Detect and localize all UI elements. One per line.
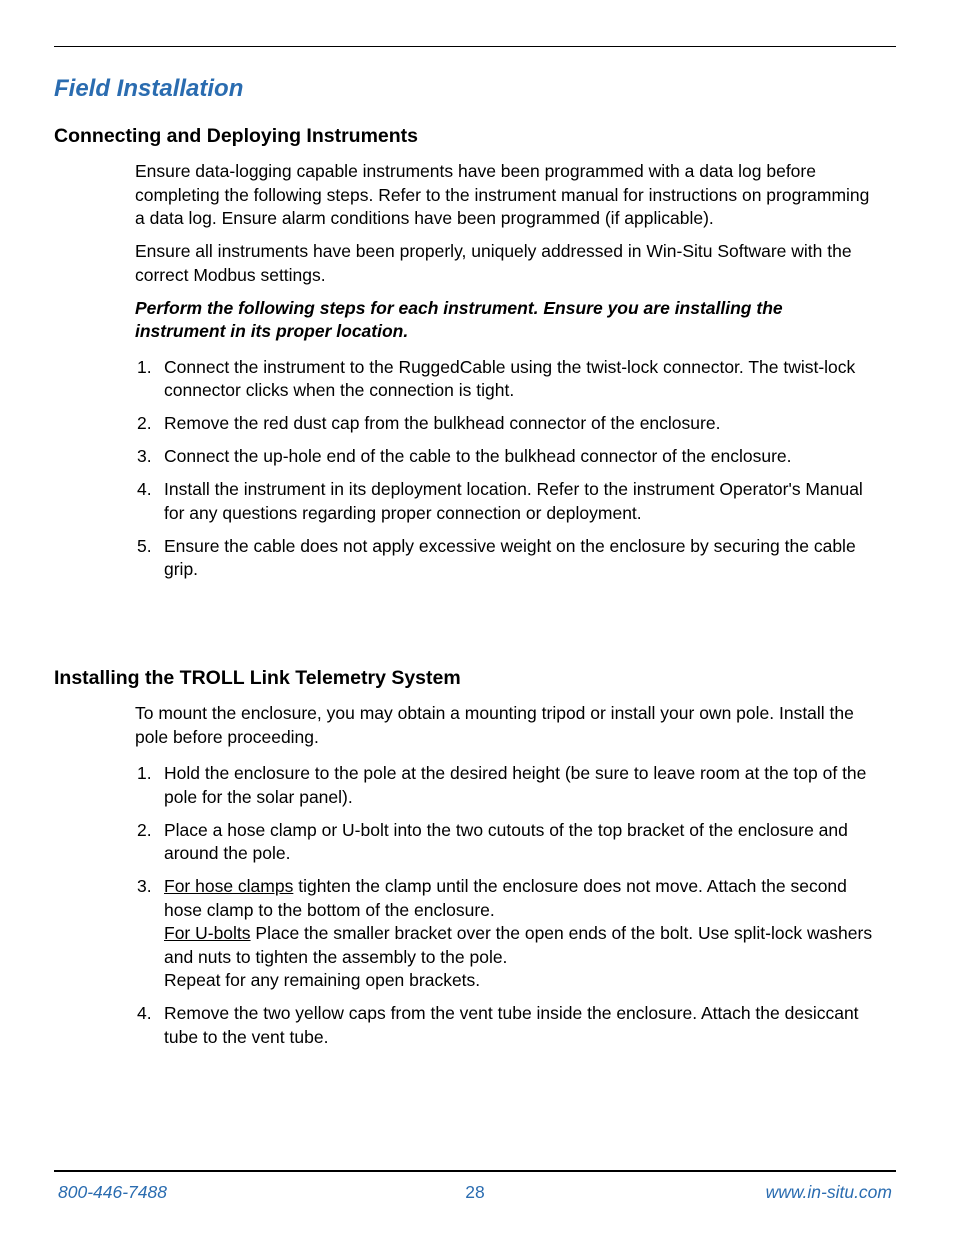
step-text: Install the instrument in its deployment location. Refer to the instrument Operator's Manual for any questions regarding proper connection or deployment. [164, 479, 863, 523]
footer-rule [54, 1170, 896, 1172]
connecting-steps [135, 356, 875, 582]
header-rule [54, 46, 896, 47]
step-number: 2. [137, 413, 152, 433]
heading-connecting: Connecting and Deploying Instruments [54, 125, 419, 147]
list-item [135, 412, 875, 436]
list-item [135, 535, 875, 582]
u-bolts-label: For U-bolts [164, 923, 251, 943]
step-number: 3. [137, 876, 152, 896]
list-item [135, 356, 875, 403]
step-text: Place the smaller bracket over the open ends of the bolt. Use split-lock washers and nuts to tighten the assembly to the pole. [164, 923, 873, 967]
list-item [135, 478, 875, 525]
footer-phone: 800-446-7488 [58, 1182, 167, 1202]
step-number: 4. [137, 479, 152, 499]
instruction-note: Perform the following steps for each instrument. Ensure you are installing the instrument in its proper location. [135, 297, 783, 341]
list-item [135, 762, 875, 809]
step-text: Place a hose clamp or U-bolt into the two cutouts of the top bracket of the enclosure and around the pole. [164, 819, 848, 863]
connecting-section [135, 160, 875, 591]
page-number: 28 [465, 1182, 485, 1202]
page-footer [54, 1180, 896, 1204]
installing-steps [135, 762, 875, 1049]
step-number: 4. [137, 1003, 152, 1023]
step-text: Remove the red dust cap from the bulkhead connector of the enclosure. [164, 413, 721, 433]
list-item [135, 819, 875, 866]
step-number: 1. [137, 356, 152, 377]
list-item [135, 1002, 875, 1049]
step-text: Connect the instrument to the RuggedCable using the twist-lock connector. The twist-lock connector clicks when the connection is tight. [164, 356, 856, 400]
heading-installing: Installing the TROLL Link Telemetry System [54, 667, 461, 689]
step-number: 5. [137, 535, 152, 556]
paragraph: Ensure data-logging capable instruments have been programmed with a data log before completing the following steps. Refer to the instrument manual for instructions on programming a data log. Ensure alarm conditions have been programmed (if applicable). [135, 161, 870, 228]
list-item [135, 875, 875, 993]
footer-website: www.in-situ.com [765, 1182, 892, 1202]
paragraph: To mount the enclosure, you may obtain a mounting tripod or install your own pole. Install the pole before proceeding. [135, 703, 854, 747]
step-number: 3. [137, 446, 152, 466]
step-text: Hold the enclosure to the pole at the desired height (be sure to leave room at the top of the pole for the solar panel). [164, 763, 867, 807]
paragraph: Ensure all instruments have been properly, uniquely addressed in Win-Situ Software with the correct Modbus settings. [135, 241, 852, 285]
step-text: tighten the clamp until the enclosure does not move. Attach the second hose clamp to the bottom of the enclosure. [164, 876, 847, 920]
step-number: 2. [137, 819, 152, 840]
installing-section [135, 702, 875, 1059]
step-text: Ensure the cable does not apply excessive weight on the enclosure by securing the cable grip. [164, 535, 856, 579]
hose-clamps-label: For hose clamps [164, 876, 294, 896]
step-text: Repeat for any remaining open brackets. [164, 970, 481, 990]
step-text: Remove the two yellow caps from the vent tube inside the enclosure. Attach the desiccant tube to the vent tube. [164, 1003, 859, 1047]
page-title: Field Installation [54, 75, 244, 102]
step-number: 1. [137, 763, 152, 783]
list-item [135, 445, 875, 469]
step-text: Connect the up-hole end of the cable to the bulkhead connector of the enclosure. [164, 446, 792, 466]
